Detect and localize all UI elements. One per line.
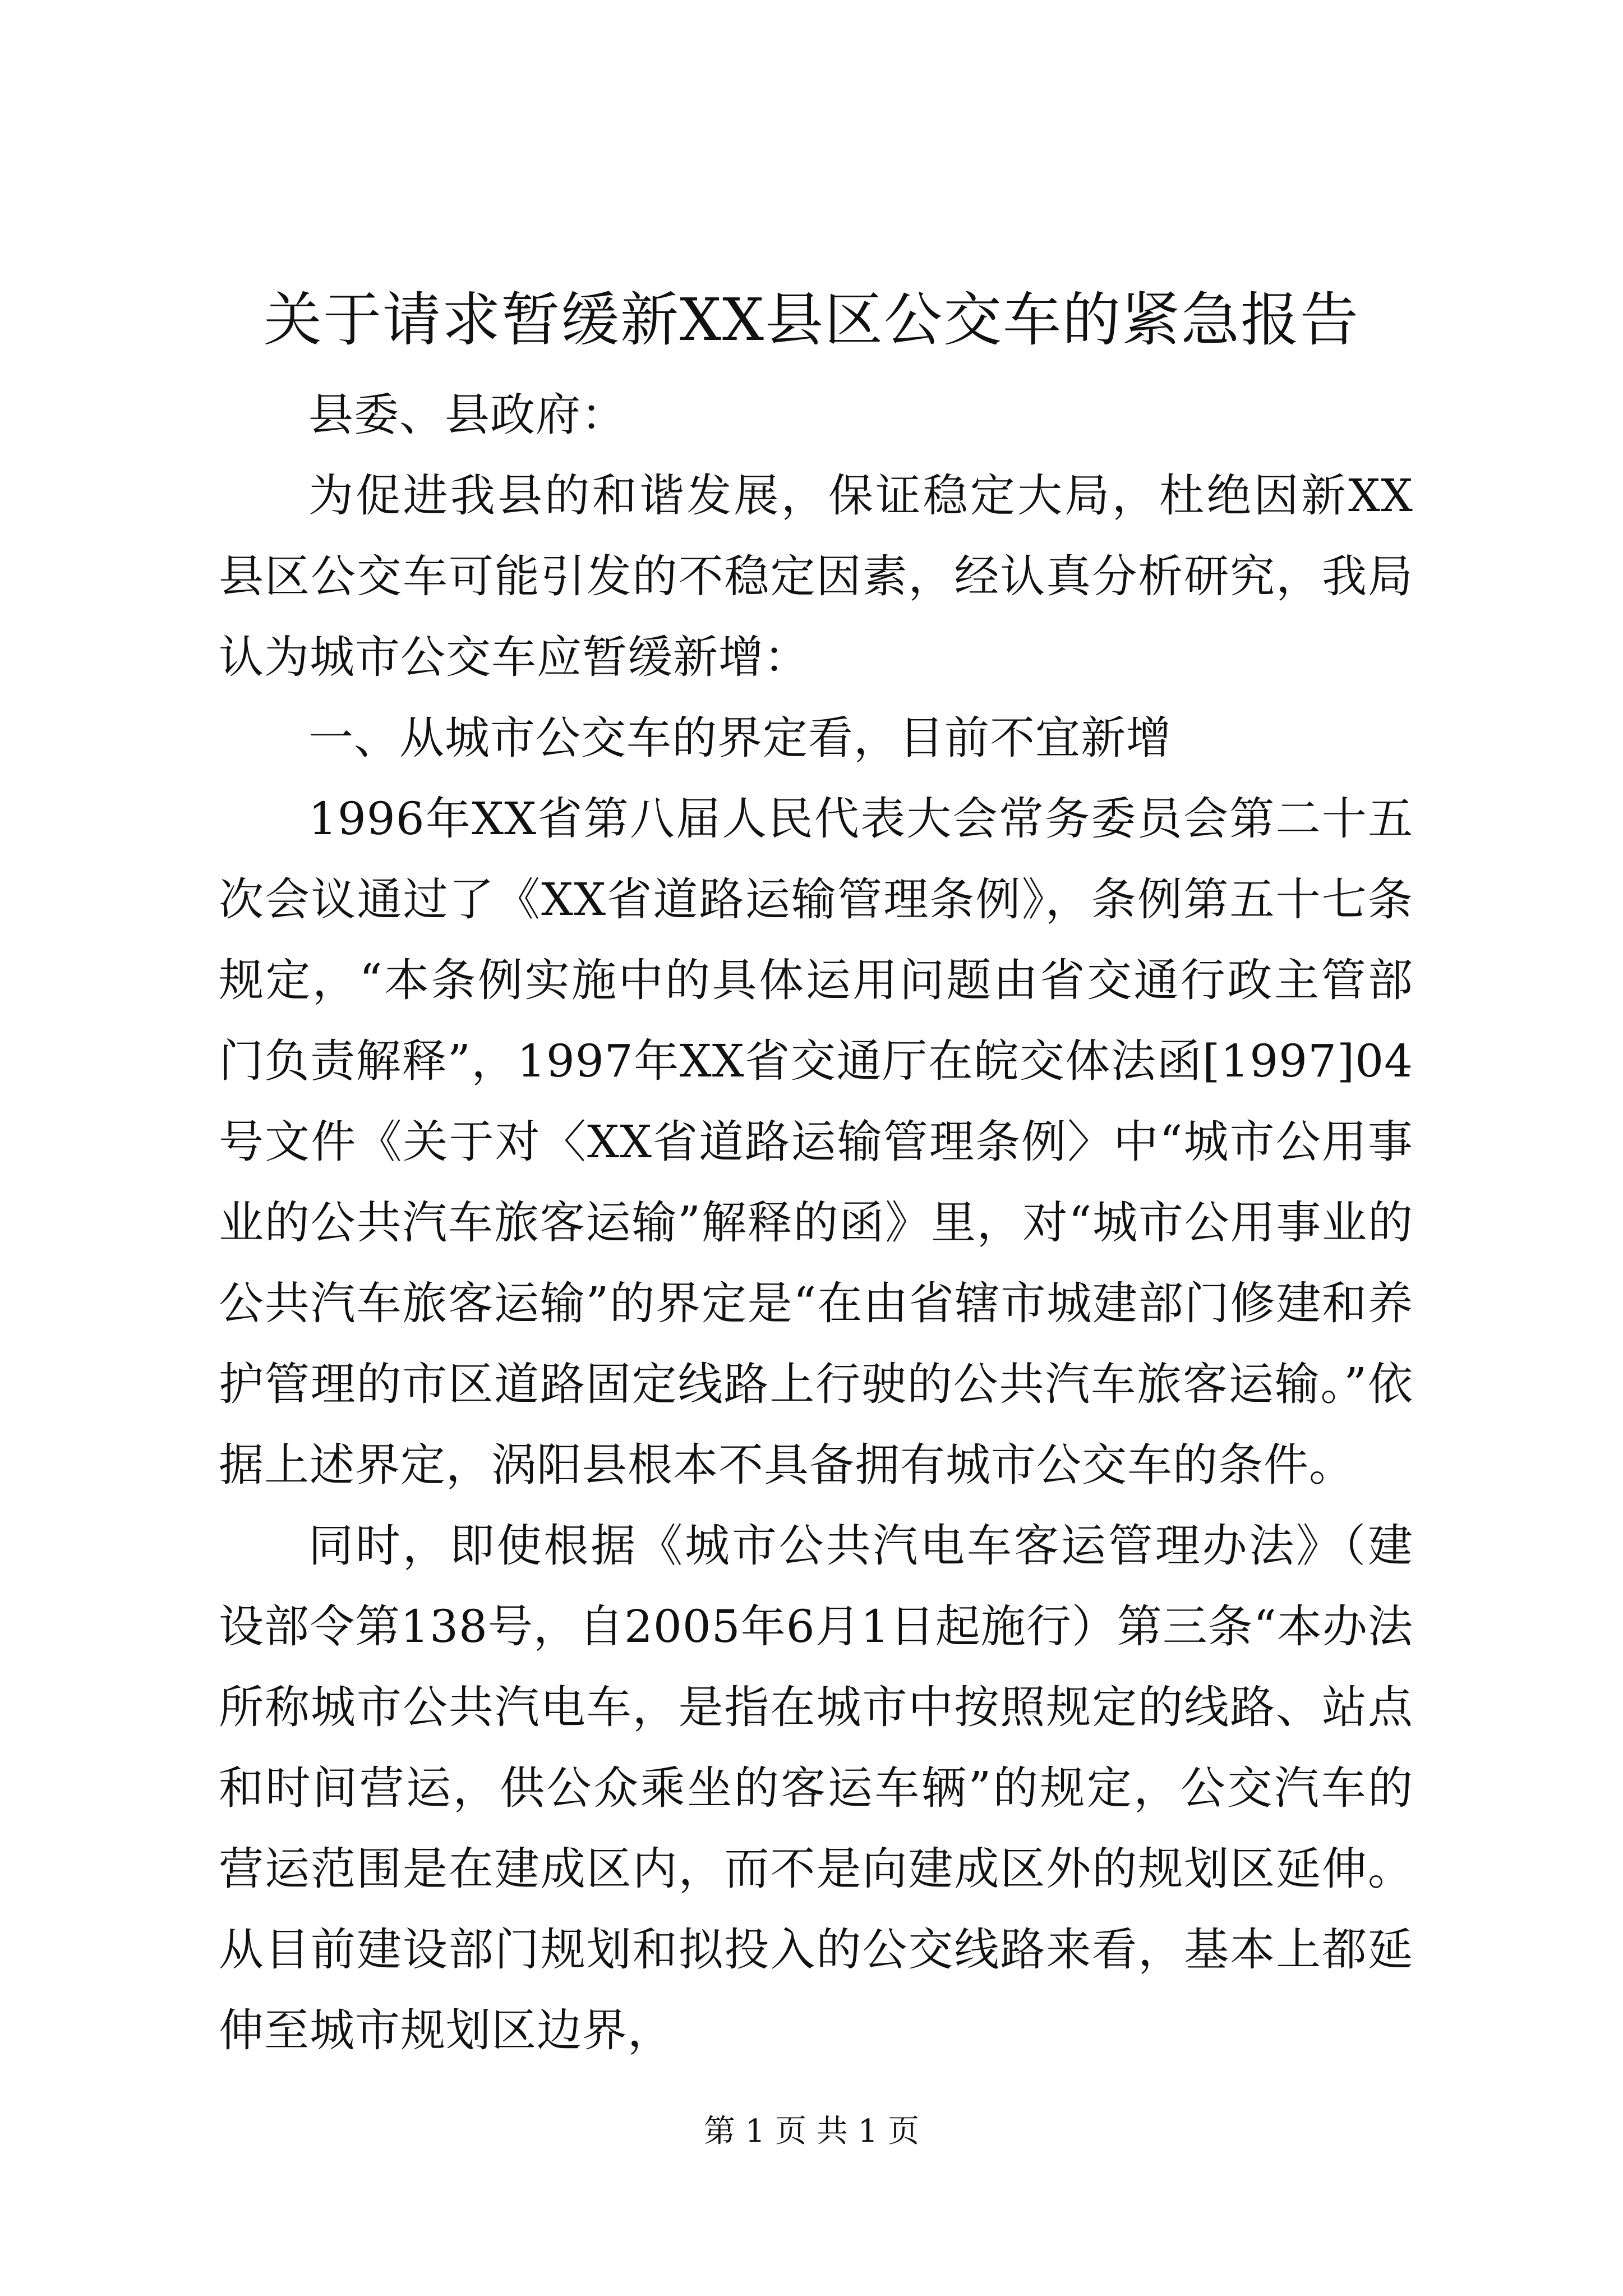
page-footer: 第 1 页 共 1 页 [703, 2113, 920, 2150]
document-body [219, 375, 1413, 2071]
intro-paragraph: 为促进我县的和谐发展，保证稳定大局，杜绝因新XX县区公交车可能引发的不稳定因素，经认真分析研究，我局认为城市公交车应暂缓新增： [219, 470, 1413, 683]
body-paragraph: 1996年XX省第八届人民代表大会常务委员会第二十五次会议通过了《XX省道路运输管理条例》，条例第五十七条规定，“本条例实施中的具体运用问题由省交通行政主管部门负责解释”，1997年XX省交通厅在皖交体法函[1997]04号文件《关于对〈XX省道路运输管理条例〉中“城市公用事业的公共汽车旅客运输”解释的函》里，对“城市公用事业的公共汽车旅客运输”的界定是“在由省辖市城建部门修建和养护管理的市区道路固定线路上行驶的公共汽车旅客运输。”依据上述界定，涡阳县根本不具备拥有城市公交车的条件。 [219, 793, 1413, 1491]
body-paragraph: 同时，即使根据《城市公共汽电车客运管理办法》（建设部令第138号，自2005年6月1日起施行）第三条“本办法所称城市公共汽电车，是指在城市中按照规定的线路、站点和时间营运，供公众乘坐的客运车辆”的规定，公交汽车的营运范围是在建成区内，而不是向建成区外的规划区延伸。从目前建设部门规划和拟投入的公交线路来看，基本上都延伸至城市规划区边界， [219, 1520, 1413, 2056]
section-heading: 一、从城市公交车的界定看，目前不宜新增 [308, 712, 1172, 764]
salutation: 县委、县政府： [308, 389, 626, 441]
document-title: 关于请求暂缓新XX县区公交车的紧急报告 [263, 286, 1360, 354]
